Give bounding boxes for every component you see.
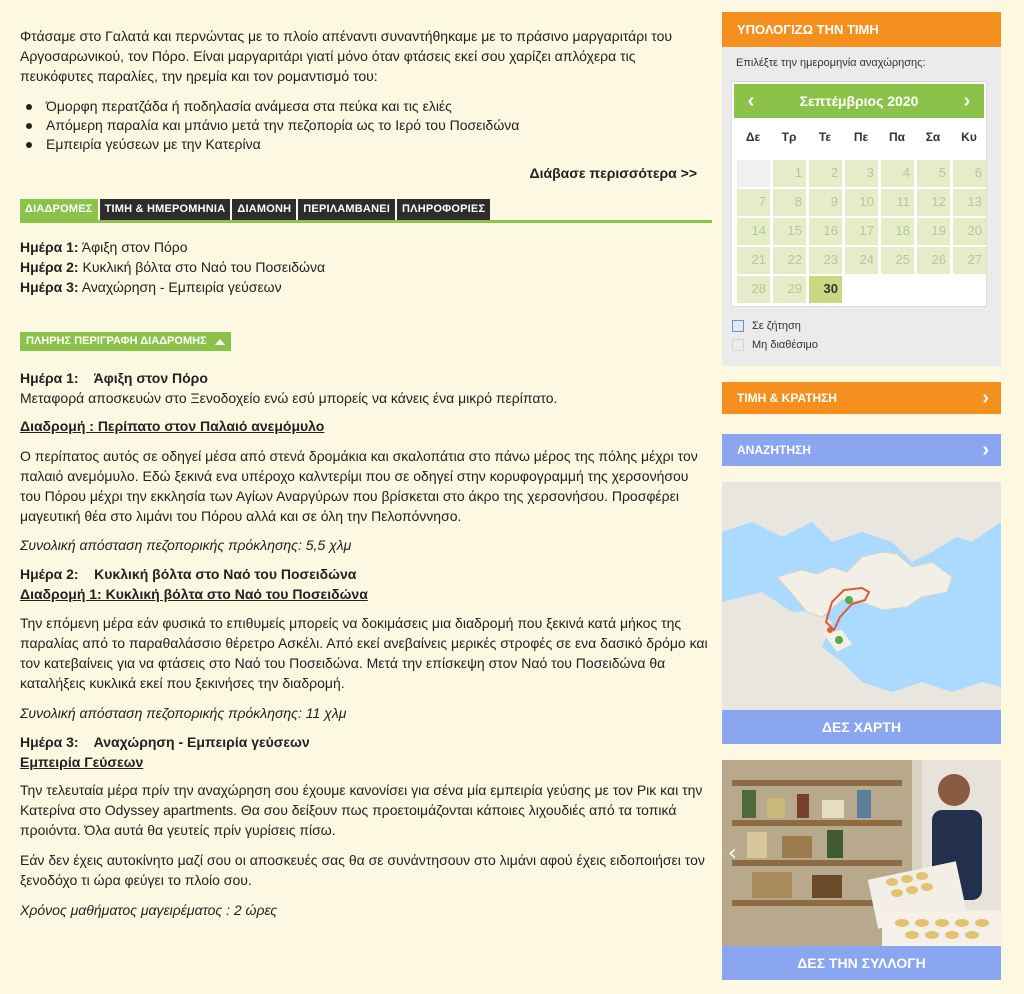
weekday-label: Πε (853, 130, 869, 144)
tab-info[interactable]: ΠΛΗΡΟΦΟΡΙΕΣ (397, 199, 490, 220)
weekday-label: Πα (888, 130, 906, 144)
chevron-right-icon: › (982, 439, 989, 461)
tab-accommodation[interactable]: ΔΙΑΜΟΝΗ (232, 199, 296, 220)
calendar-day[interactable]: 12 (917, 189, 950, 216)
day3-block (20, 732, 712, 772)
list-item: Όμορφη περατζάδα ή ποδηλασία ανάμεσα στα πεύκα και τις ελιές (46, 96, 519, 115)
price-booking-button[interactable] (722, 382, 1001, 414)
button-label: ΑΝΑΖΗΤΗΣΗ (737, 443, 811, 457)
day2-title: Ημέρα 2: Κυκλική βόλτα στο Ναό του Ποσειδώνα (20, 566, 357, 582)
calendar-day[interactable]: 20 (953, 218, 986, 245)
tab-price-date[interactable]: ΤΙΜΗ & ΗΜΕΡΟΜΗΝΙΑ (100, 199, 231, 220)
calendar-day-available[interactable]: 30 (809, 276, 842, 303)
day-label: Ημέρα 2: (20, 259, 79, 275)
day3-luggage-note: Εάν δεν έχεις αυτοκίνητο μαζί σου οι αποσκευές σας θα σε συνάντησουν στο λιμάνι αφού έχεις ειδοποιήσει τον ξενοδόχο τι ώρα φεύγει το πλοίο σου. (20, 852, 705, 888)
calendar-header: ΥΠΟΛΟΓΙΖΩ ΤΗΝ ΤΙΜΗ (722, 12, 1001, 47)
calendar-day[interactable]: 5 (917, 160, 950, 187)
calendar-day[interactable]: 18 (881, 218, 914, 245)
legend-swatch (732, 339, 744, 351)
tab-underline (20, 220, 712, 223)
month-bar (734, 84, 984, 118)
day3-description: Την τελευταία μέρα πρίν την αναχώρηση σου έχουμε κανονίσει για σένα μία εμπειρία γεύσης με τον Ρικ και την Κατερίνα στο Odyssey apartments. Θα σου δείξουν πως προετοιμάζονται κάποιες λιχουδιές από τα τοπικά προιόντα. Όλα αυτά θα γευτείς πρίν γυρίσεις πίσω. (20, 782, 703, 838)
calendar-day[interactable]: 1 (773, 160, 806, 187)
calendar-day[interactable]: 17 (845, 218, 878, 245)
button-label: ΤΙΜΗ & ΚΡΑΤΗΣΗ (737, 391, 837, 405)
tab-routes[interactable]: ΔΙΑΔΡΟΜΕΣ (20, 199, 98, 220)
calendar-day[interactable]: 22 (773, 247, 806, 274)
legend-swatch (732, 320, 744, 332)
price-calendar-widget (722, 12, 1001, 366)
chevron-right-icon[interactable]: › (963, 90, 971, 112)
calendar-hint: Επιλέξτε την ημερομηνία αναχώρησης: (736, 57, 926, 69)
day3-route-title: Εμπειρία Γεύσεων (20, 754, 144, 770)
weekday-label: Τρ (781, 130, 797, 144)
see-gallery-button[interactable]: ΔΕΣ ΤΗΝ ΣΥΛΛΟΓΗ (722, 946, 1001, 980)
full-description-label: ΠΛΗΡΗΣ ΠΕΡΙΓΡΑΦΗ ΔΙΑΔΡΟΜΗΣ (26, 335, 207, 347)
weekday-label: Τε (818, 130, 832, 144)
route-summary-item (20, 277, 325, 297)
legend-on-request (732, 320, 801, 332)
day-text: Άφιξη στον Πόρο (78, 239, 188, 255)
calendar (731, 81, 987, 307)
full-description-toggle[interactable] (20, 332, 231, 351)
caret-up-icon (215, 339, 225, 345)
calendar-day[interactable]: 27 (953, 247, 986, 274)
route-summary-item (20, 237, 325, 257)
day2-route-title: Διαδρομή 1: Κυκλική βόλτα στο Ναό του Ποσειδώνα (20, 586, 368, 602)
route-summary-item (20, 257, 325, 277)
calendar-day[interactable]: 21 (737, 247, 770, 274)
chevron-left-icon[interactable]: ‹ (747, 90, 755, 112)
tab-includes[interactable]: ΠΕΡΙΛΑΜΒΑΝΕΙ (298, 199, 395, 220)
legend-label: Μη διαθέσιμο (752, 339, 818, 351)
weekday-label: Κυ (961, 130, 977, 144)
day-text: Κυκλική βόλτα στο Ναό του Ποσειδώνα (78, 259, 326, 275)
section-tabs (20, 199, 490, 220)
svg-text:‹: ‹ (728, 841, 737, 866)
calendar-day[interactable]: 6 (953, 160, 986, 187)
calendar-day[interactable]: 24 (845, 247, 878, 274)
gallery-photo[interactable] (722, 760, 1001, 946)
day-label: Ημέρα 3: (20, 279, 79, 295)
calendar-day[interactable]: 25 (881, 247, 914, 274)
route-map[interactable] (722, 482, 1001, 710)
calendar-day[interactable]: 2 (809, 160, 842, 187)
day2-description: Την επόμενη μέρα εάν φυσικά το επιθυμείς μπορείς να δοκιμάσεις μια διαδρομή που ξεκινά κατά μήκος της παραλίας από το παραθαλάσσιο θέρετρο Ασκέλι. Από εκεί ανεβαίνεις μερικές στροφές σε ενα δασικό δρόμο και τον κατεβαίνεις για να φτάσεις στο Ναό του Ποσειδώνα. Μετά την επίσκεψη στον Ναό του Ποσειδώνα θα καταλήξεις κυκλικά εκεί που ξεκινήσες την διαδρομή. (20, 615, 708, 691)
highlights-list (46, 96, 519, 153)
day2-block (20, 564, 712, 604)
day1-block (20, 368, 712, 408)
calendar-day[interactable]: 19 (917, 218, 950, 245)
calendar-day[interactable]: 4 (881, 160, 914, 187)
day1-distance: Συνολική απόσταση πεζοπορικής πρόκλησης: 5,5 χλμ (20, 537, 352, 553)
calendar-day[interactable]: 23 (809, 247, 842, 274)
calendar-day[interactable]: 7 (737, 189, 770, 216)
search-button[interactable] (722, 434, 1001, 466)
legend-unavailable (732, 339, 818, 351)
intro-paragraph: Φτάσαμε στο Γαλατά και περνώντας με το πλοίο απέναντι συναντήθηκαμε με το πράσινο μαργαριτάρι του Αργοσαρωνικού, τον Πόρο. Είναι μαργαριτάρι γιατί μόνο όταν φτάσεις εκεί σου χαρίζει απλόχερα τις πευκόφυτες παραλίες, την ηρεμία και τον ρομαντισμό του: (20, 28, 673, 84)
gallery-image (722, 760, 1001, 946)
day3-title: Ημέρα 3: Αναχώρηση - Εμπειρία γεύσεων (20, 734, 310, 750)
calendar-day[interactable]: 28 (737, 276, 770, 303)
calendar-day[interactable]: 13 (953, 189, 986, 216)
chevron-right-icon: › (982, 387, 989, 409)
month-label: Σεπτέμβριος 2020 (799, 93, 919, 109)
day3-duration: Χρόνος μαθήματος μαγειρέματος : 2 ώρες (20, 902, 278, 918)
weekday-label: Δε (745, 130, 761, 144)
map-illustration (722, 482, 1001, 710)
calendar-day[interactable]: 26 (917, 247, 950, 274)
calendar-day[interactable]: 8 (773, 189, 806, 216)
legend-label: Σε ζήτηση (752, 320, 801, 332)
read-more-link[interactable]: Διάβασε περισσότερα >> (529, 165, 697, 181)
calendar-day[interactable]: 3 (845, 160, 878, 187)
day-text: Αναχώρηση - Εμπειρία γεύσεων (78, 279, 282, 295)
calendar-day[interactable]: 29 (773, 276, 806, 303)
route-summary (20, 237, 325, 297)
list-item: Εμπειρία γεύσεων με την Κατερίνα (46, 134, 519, 153)
day2-distance: Συνολική απόσταση πεζοπορικής πρόκλησης: 11 χλμ (20, 705, 347, 721)
list-item: Απόμερη παραλία και μπάνιο μετά την πεζοπορία ως το Ιερό του Ποσειδώνα (46, 117, 520, 133)
calendar-day[interactable]: 10 (845, 189, 878, 216)
day1-text: Μεταφορά αποσκευών στο Ξενοδοχείο ενώ εσύ μπορείς να κάνεις ένα μικρό περίπατο. (20, 390, 558, 406)
day-label: Ημέρα 1: (20, 239, 79, 255)
day1-route-title: Διαδρομή : Περίπατο στον Παλαιό ανεμόμυλο (20, 418, 325, 434)
calendar-day[interactable]: 16 (809, 218, 842, 245)
day1-description: Ο περίπατος αυτός σε οδηγεί μέσα από στενά δρομάκια και σκαλοπάτια στο πάνω μέρος της πόλης μέχρι τον παλαιό ανεμόμυλο. Εδώ ξεκινά ενα υπέροχο καλντερίμι που σε οδηγεί στην κορυφογραμμή της χερσονήσου του Πόρου μέχρι την εκκλησία των Αγίων Αναργύρων που βρίσκεται στο άκρο της χερσονήσου. Προσφέρει μαγευτική θέα στο λιμάνι του Πόρου αλλά και σε όλη την Πελοπόννησο. (20, 448, 698, 524)
day1-title: Ημέρα 1: Άφιξη στον Πόρο (20, 370, 208, 386)
calendar-day[interactable]: 11 (881, 189, 914, 216)
calendar-empty-cell (737, 160, 770, 187)
see-map-button[interactable]: ΔΕΣ ΧΑΡΤΗ (722, 710, 1001, 744)
weekday-label: Σα (925, 130, 941, 144)
calendar-day[interactable]: 14 (737, 218, 770, 245)
calendar-day[interactable]: 15 (773, 218, 806, 245)
calendar-day[interactable]: 9 (809, 189, 842, 216)
